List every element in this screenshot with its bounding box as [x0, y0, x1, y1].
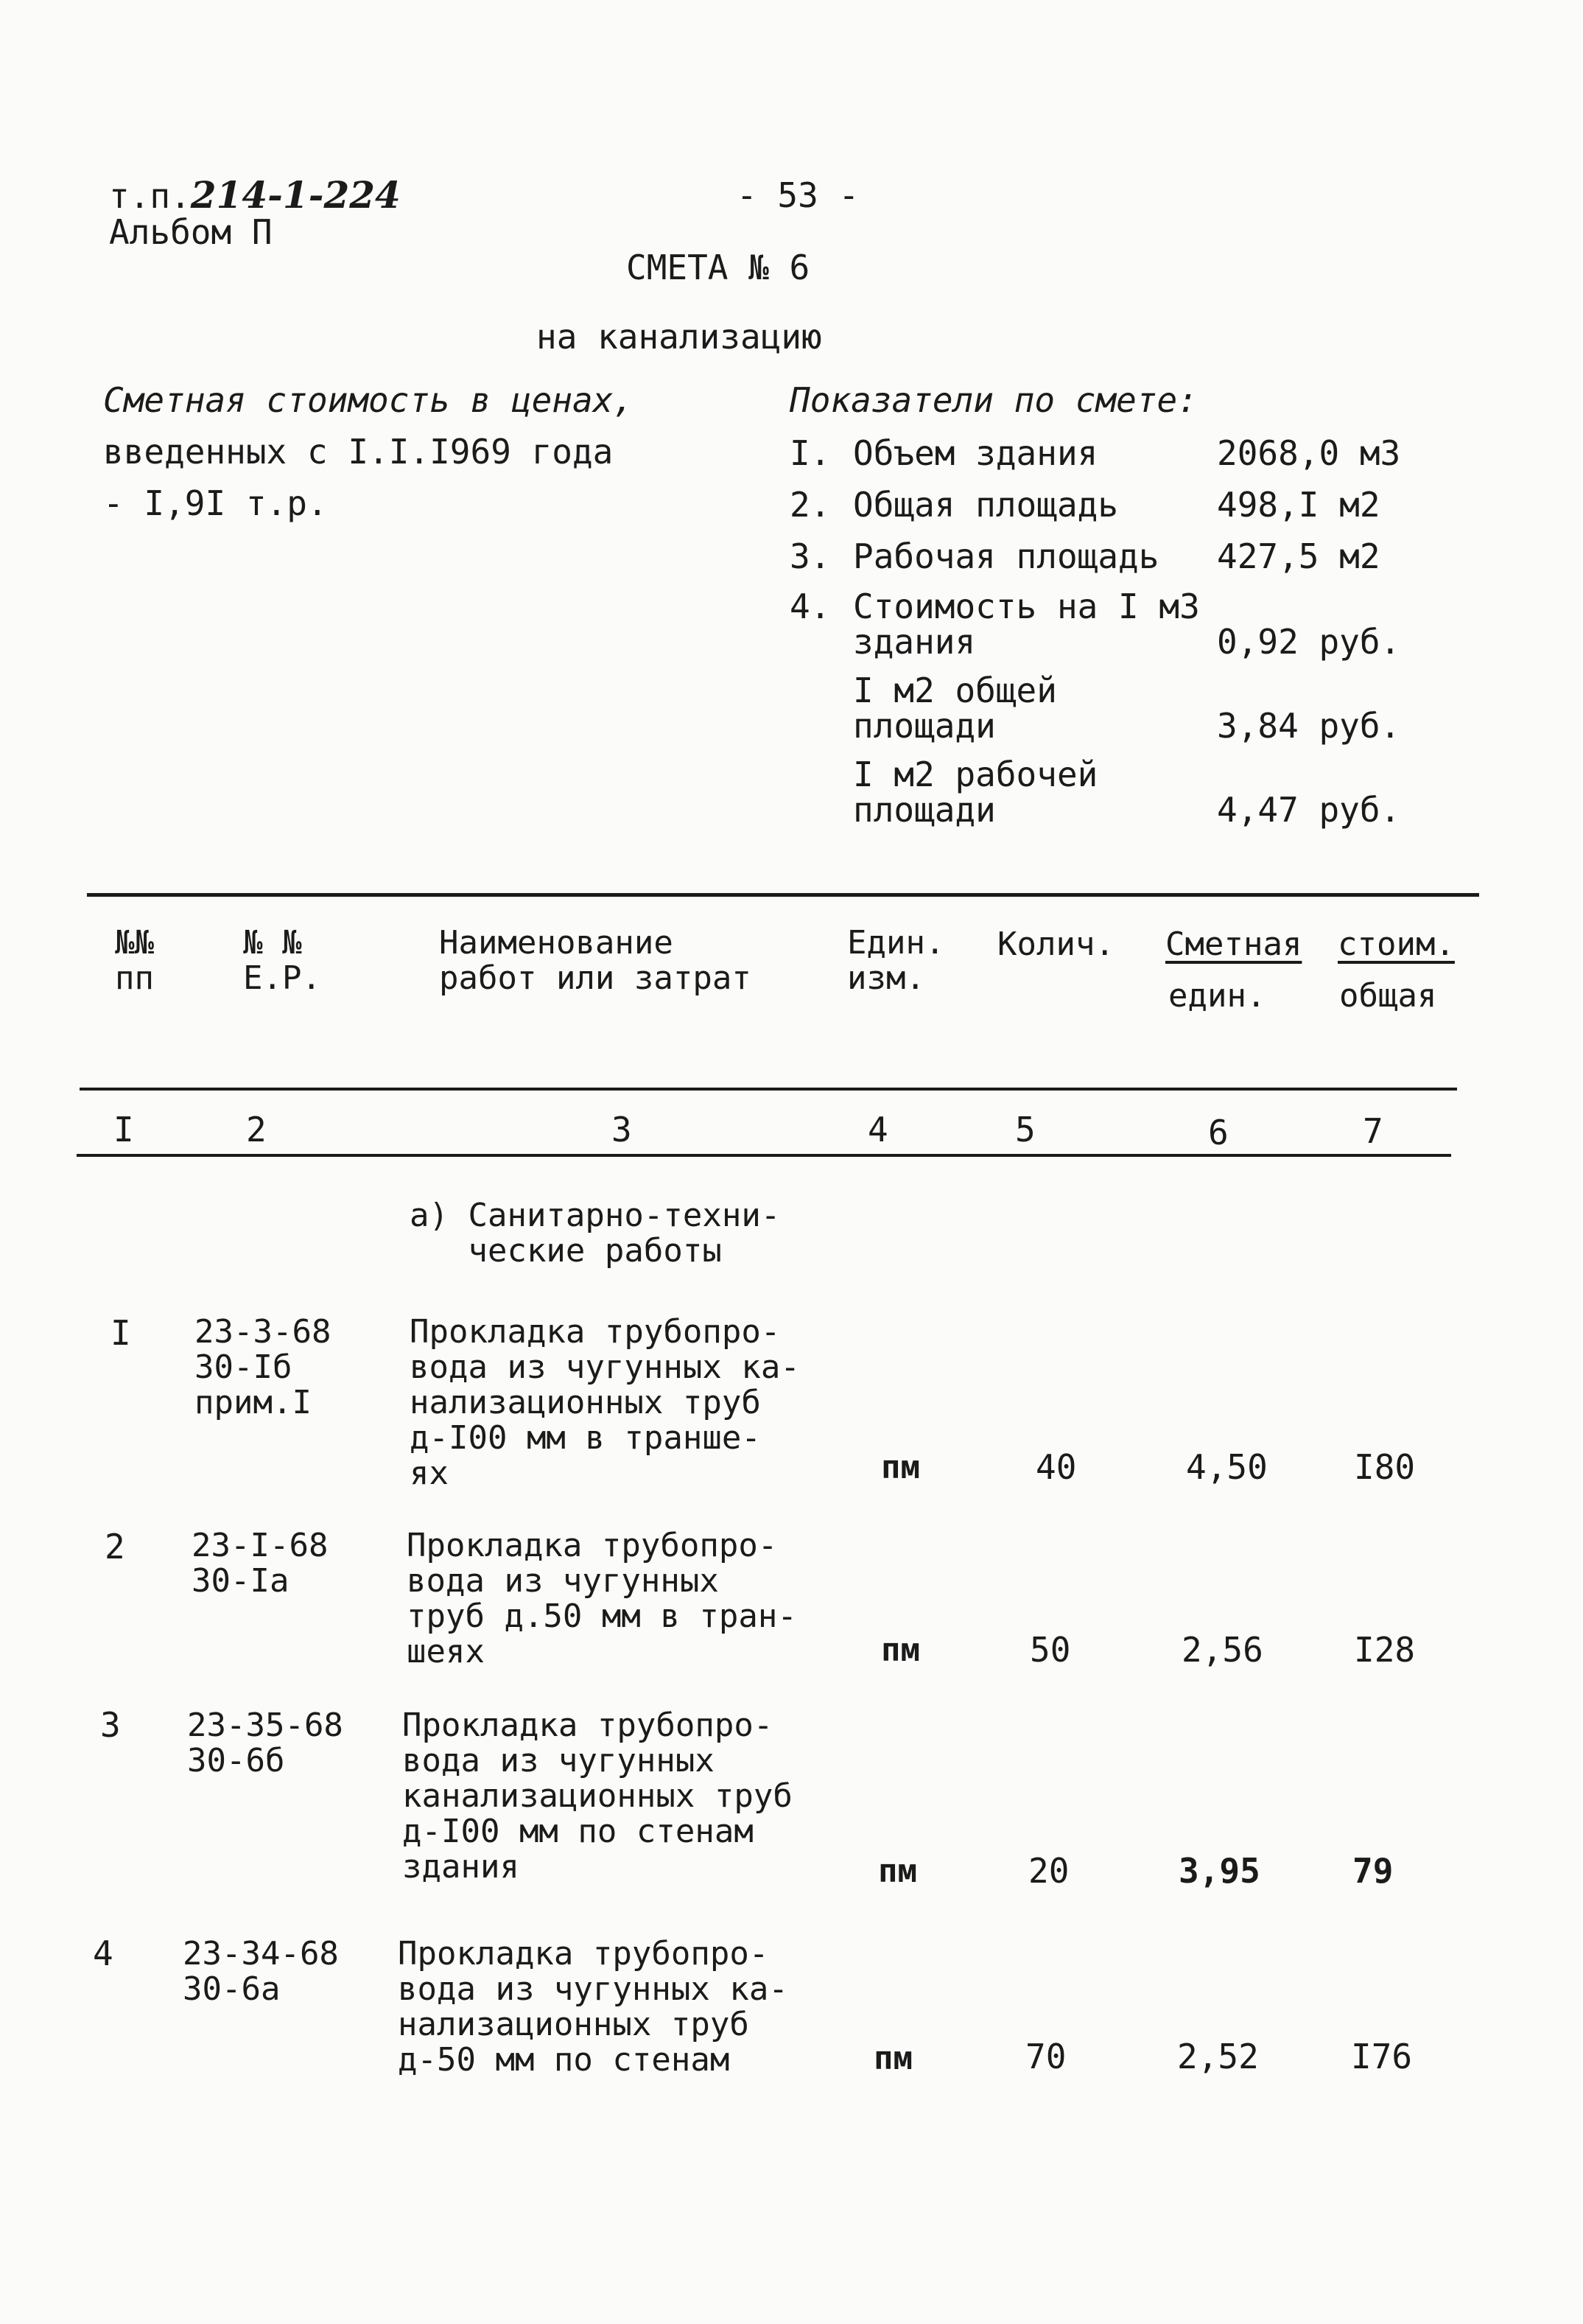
indicator-6-label: I м2 рабочей — [853, 755, 1098, 794]
col-number-4: 4 — [868, 1110, 888, 1149]
table-colnum-rule — [77, 1154, 1451, 1157]
col-number-5: 5 — [1015, 1110, 1036, 1149]
row-2-number: 2 — [105, 1527, 125, 1567]
indicator-5-value: 3,84 руб. — [1217, 706, 1401, 746]
header-col-5: Колич. — [997, 925, 1115, 963]
indicator-6-value: 4,47 руб. — [1217, 790, 1401, 830]
indicator-1-label: Объем здания — [853, 433, 1098, 473]
table-header-rule — [80, 1088, 1457, 1091]
row-4-number: 4 — [93, 1933, 113, 1973]
indicator-4-num: 4. — [790, 587, 831, 626]
header-col-7: общая — [1339, 977, 1437, 1015]
indicator-3-value: 427,5 м2 — [1217, 536, 1380, 576]
col-number-6: 6 — [1208, 1113, 1229, 1152]
indicator-4-label: Стоимость на I м3 — [853, 587, 1200, 626]
indicator-3-label: Рабочая площадь — [853, 536, 1159, 576]
row-2-unit: пм — [881, 1631, 920, 1669]
row-1-code: 23-3-68 30-Iб прим.I — [194, 1313, 331, 1421]
table-top-rule — [87, 893, 1479, 897]
indicator-3-num: 3. — [790, 536, 831, 576]
indicator-1-value: 2068,0 м3 — [1217, 433, 1401, 473]
col-number-3: 3 — [611, 1110, 632, 1149]
row-4-qty: 70 — [1025, 2037, 1067, 2076]
col-number-1: I — [113, 1110, 134, 1149]
indicator-5-label-2: площади — [853, 706, 996, 746]
row-4-code: 23-34-68 30-6а — [183, 1935, 339, 2008]
section-heading: а) Санитарно-техни- ческие работы — [410, 1197, 781, 1270]
document-title: СМЕТА № 6 — [626, 248, 810, 287]
col-number-2: 2 — [246, 1110, 267, 1149]
album-label: Альбом П — [109, 212, 273, 252]
row-3-unit-cost: 3,95 — [1179, 1851, 1260, 1891]
indicator-2-label: Общая площадь — [853, 485, 1119, 525]
row-4-unit: пм — [874, 2040, 913, 2077]
row-4-name: Прокладка трубопро- вода из чугунных ка- нализационных труб д-50 мм по стенам — [398, 1935, 788, 2079]
row-2-code: 23-I-68 30-Iа — [192, 1527, 329, 1600]
row-1-unit: пм — [881, 1449, 920, 1486]
indicator-2-num: 2. — [790, 485, 831, 525]
header-cost-word-2: стоим. — [1338, 925, 1455, 963]
cost-line-1: Сметная стоимость в ценах, — [103, 380, 634, 420]
row-3-name: Прокладка трубопро- вода из чугунных канализационных труб д-I00 мм по стенам здания — [402, 1707, 793, 1886]
col-number-7: 7 — [1363, 1111, 1383, 1151]
row-1-number: I — [110, 1313, 131, 1353]
indicator-6-label-2: площади — [853, 790, 996, 830]
row-3-number: 3 — [100, 1705, 121, 1745]
row-4-unit-cost: 2,52 — [1177, 2037, 1259, 2076]
header-col-4: Един. изм. — [847, 924, 945, 997]
document-subtitle: на канализацию — [536, 317, 822, 357]
indicator-1-num: I. — [790, 433, 831, 473]
row-2-name: Прокладка трубопро- вода из чугунных труб д.50 мм в тран- шеях — [407, 1527, 797, 1670]
row-3-unit: пм — [878, 1852, 917, 1890]
indicators-heading: Показатели по смете: — [790, 380, 1198, 420]
row-3-total: 79 — [1352, 1851, 1394, 1891]
indicator-2-value: 498,I м2 — [1217, 485, 1380, 525]
header-col-2: № № Е.Р. — [243, 924, 321, 997]
project-code-prefix: т.п. — [109, 176, 191, 216]
row-1-total: I80 — [1354, 1447, 1416, 1487]
row-2-qty: 50 — [1030, 1630, 1071, 1670]
indicator-4-label-2: здания — [853, 622, 976, 662]
project-code — [109, 173, 401, 217]
header-col-3: Наименование работ или затрат — [439, 924, 751, 997]
row-1-name: Прокладка трубопро- вода из чугунных ка- нализационных труб д-I00 мм в транше- ях — [410, 1313, 800, 1492]
header-col-1: №№ пп — [115, 924, 154, 997]
row-3-qty: 20 — [1028, 1851, 1070, 1891]
indicator-4-value: 0,92 руб. — [1217, 622, 1401, 662]
header-cost-word-1: Сметная — [1165, 925, 1302, 963]
row-2-unit-cost: 2,56 — [1182, 1630, 1263, 1670]
project-code-handwritten: 214-1-224 — [190, 173, 401, 217]
header-col-6: един. — [1168, 977, 1266, 1015]
row-2-total: I28 — [1354, 1630, 1416, 1670]
page-number: - 53 - — [737, 175, 860, 215]
indicator-5-label: I м2 общей — [853, 671, 1057, 710]
row-1-qty: 40 — [1036, 1447, 1077, 1487]
cost-line-3: - I,9I т.р. — [103, 483, 328, 523]
row-3-code: 23-35-68 30-6б — [187, 1707, 343, 1779]
row-1-unit-cost: 4,50 — [1186, 1447, 1268, 1487]
cost-line-2: введенных с I.I.I969 года — [103, 432, 614, 472]
row-4-total: I76 — [1351, 2037, 1413, 2076]
